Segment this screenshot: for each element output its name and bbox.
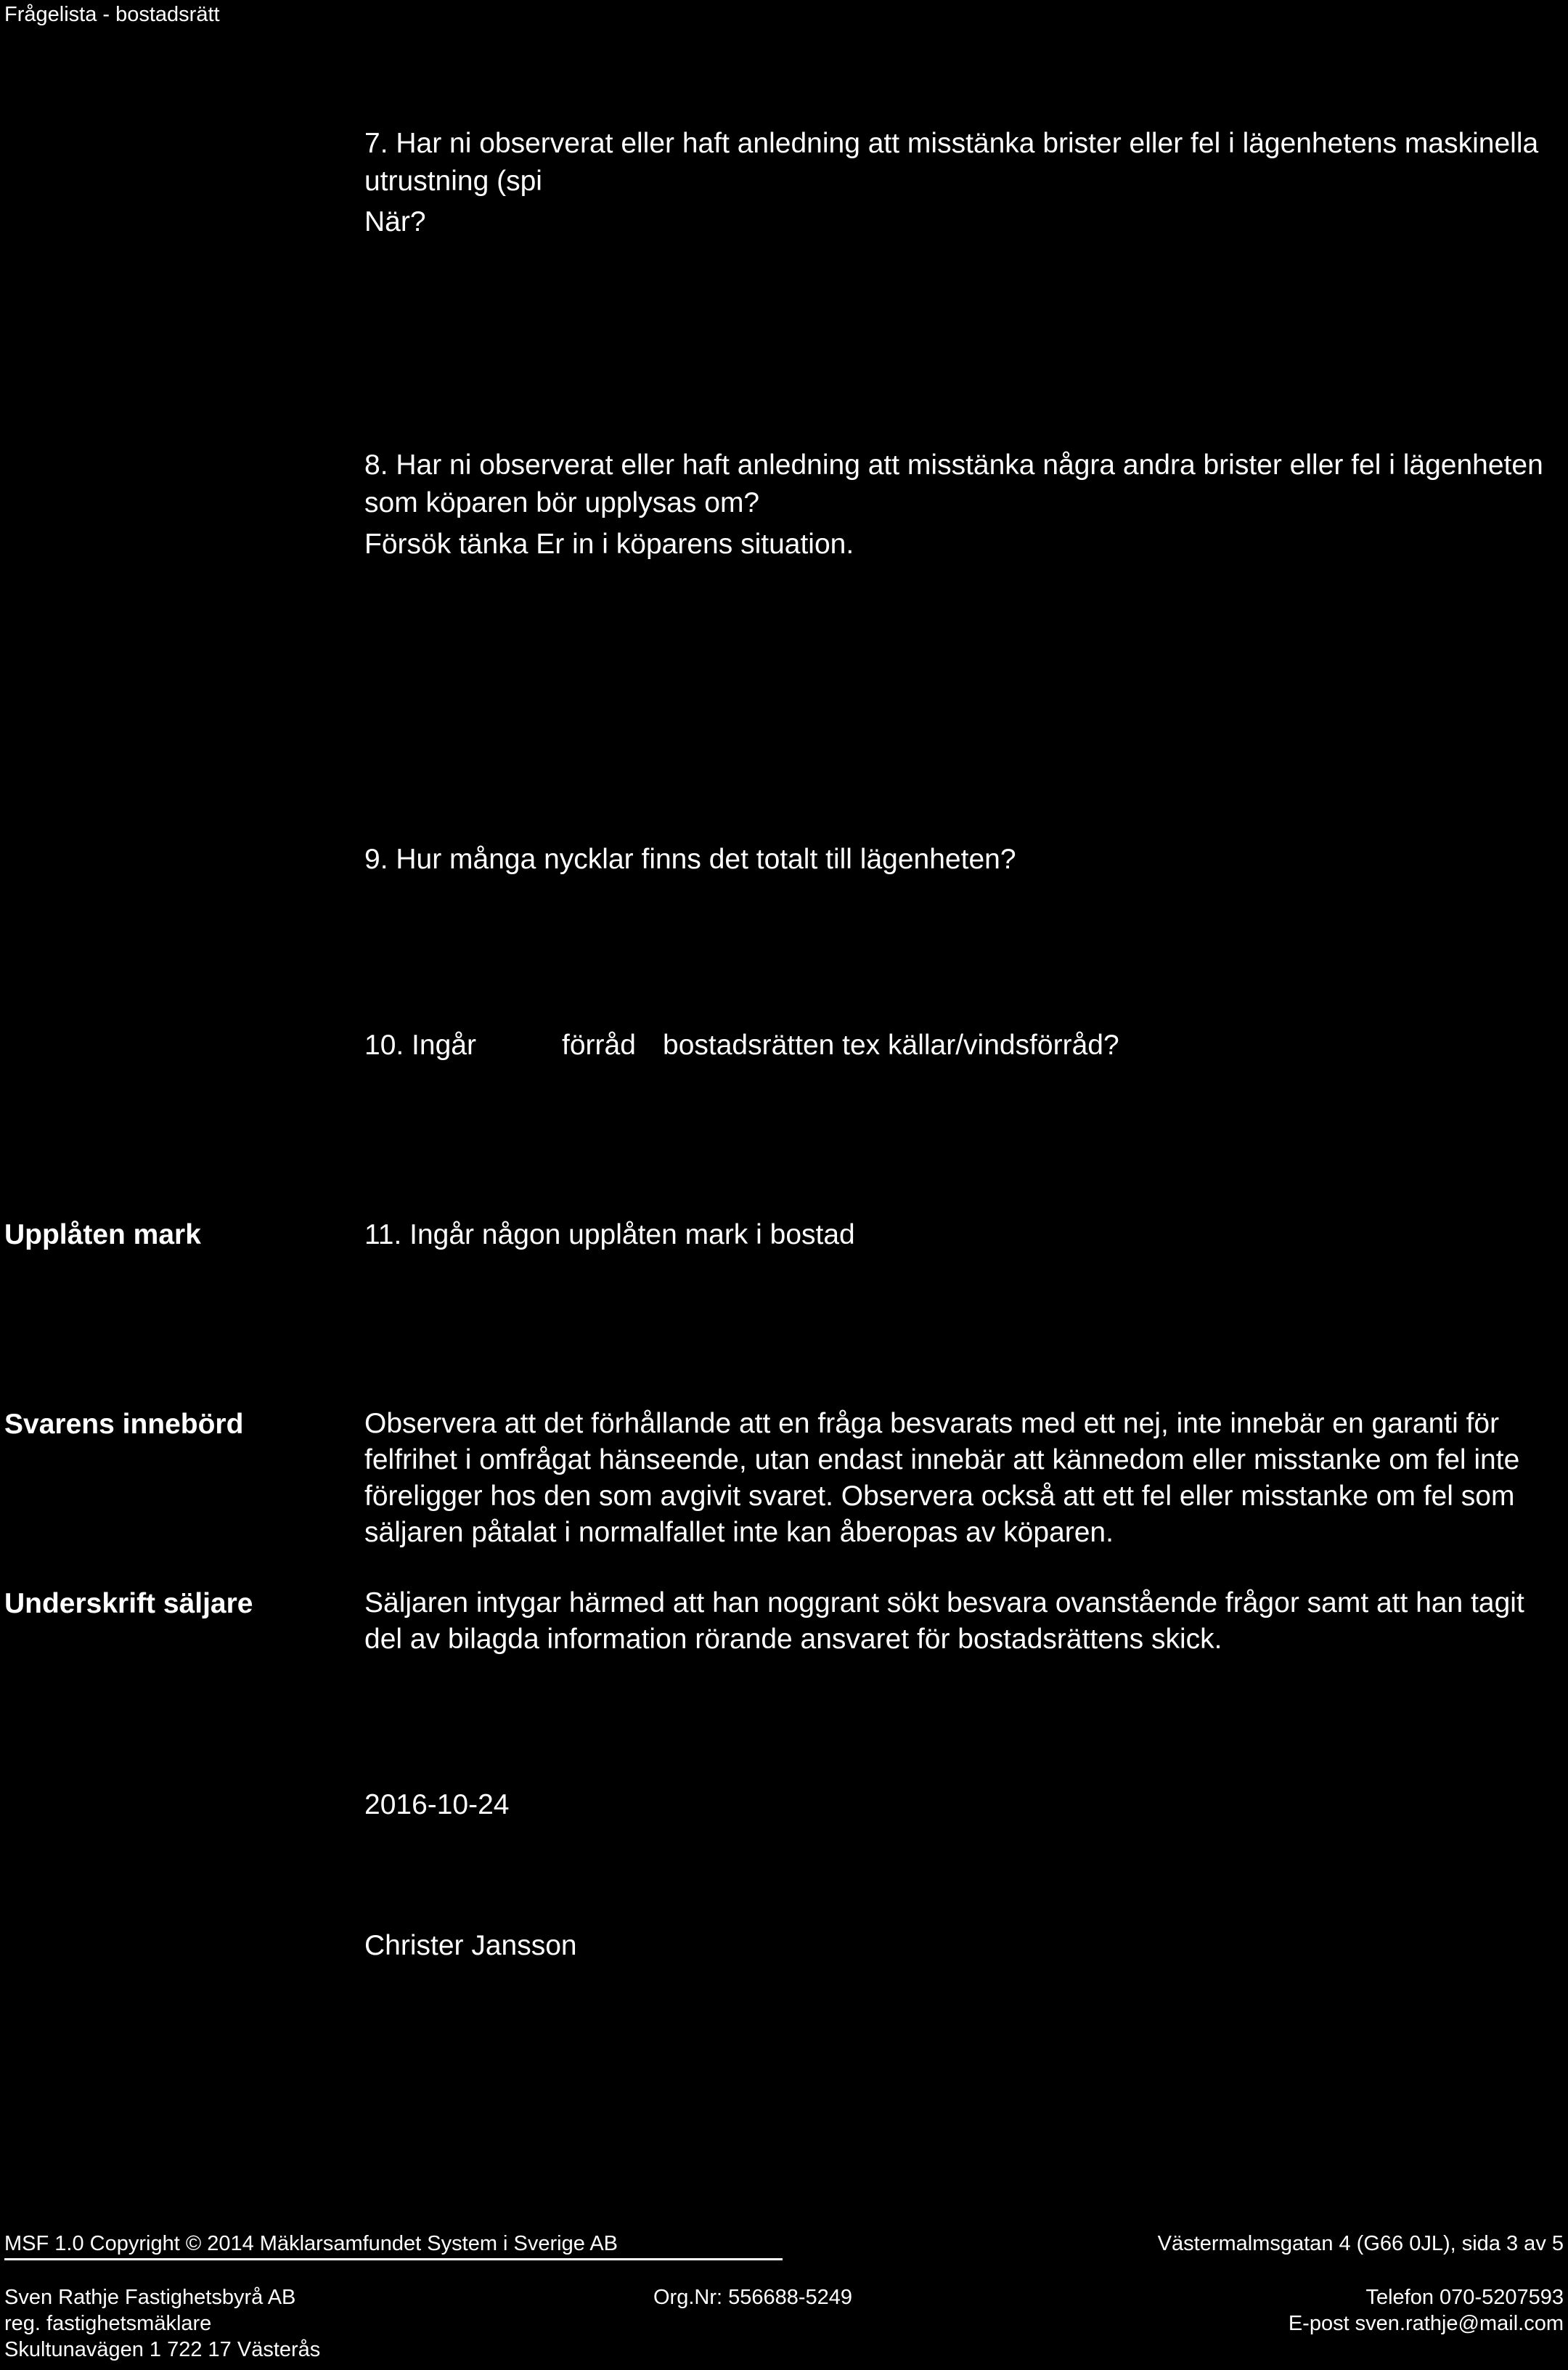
footer-agent-title: reg. fastighetsmäklare bbox=[4, 2312, 212, 2335]
signature-date: 2016-10-24 bbox=[364, 1789, 510, 1820]
footer-phone: Telefon 070-5207593 bbox=[1365, 2286, 1564, 2309]
question-8-note: Försök tänka Er in i köparens situation. bbox=[364, 529, 854, 560]
question-8-text: 8. Har ni observerat eller haft anledning att misstänka några andra brister eller fel i lägenheten som köparen bör upplysas om? bbox=[364, 449, 1543, 518]
underskrift-saljare-text: Säljaren intygar härmed att han noggrant sökt besvara ovanstående frågor samt att han tagit del av bilagda information rörande ansvaret för bostadsrättens skick. bbox=[364, 1587, 1524, 1655]
footer-copyright: MSF 1.0 Copyright © 2014 Mäklarsamfundet System i Sverige AB bbox=[4, 2232, 618, 2255]
footer-street: Skultunavägen 1 722 17 Västerås bbox=[4, 2338, 321, 2361]
question-9-text: 9. Hur många nycklar finns det totalt till lägenheten? bbox=[364, 844, 1016, 875]
question-10-part-1: 10. Ingår bbox=[364, 1030, 476, 1061]
question-10-part-3: bostadsrätten tex källar/vindsförråd? bbox=[663, 1030, 1119, 1061]
question-10-part-2: förråd bbox=[562, 1030, 636, 1061]
question-11-text: 11. Ingår någon upplåten mark i bostad bbox=[364, 1219, 855, 1250]
footer-address-page: Västermalmsgatan 4 (G66 0JL), sida 3 av 5 bbox=[1157, 2232, 1564, 2255]
signature-name: Christer Jansson bbox=[364, 1930, 577, 1961]
footer-email: E-post sven.rathje@mail.com bbox=[1288, 2312, 1564, 2335]
section-heading-svarens-innebord: Svarens innebörd bbox=[4, 1409, 244, 1440]
footer-company: Sven Rathje Fastighetsbyrå AB bbox=[4, 2286, 296, 2309]
question-7-text: 7. Har ni observerat eller haft anledning att misstänka brister eller fel i lägenhetens maskinella utrustning (spi bbox=[364, 128, 1539, 197]
svarens-innebord-text: Observera att det förhållande att en fråga besvarats med ett nej, inte innebär en garanti för felfrihet i omfrågat hänseende, utan endast innebär att kännedom eller misstanke om fel inte föreligger hos den som avgivit svaret. Observera också att ett fel eller misstanke om fel som säljaren påtalat i normalfallet inte kan åberopas av köparen. bbox=[364, 1408, 1520, 1548]
footer-divider bbox=[4, 2258, 783, 2260]
question-7-note: När? bbox=[364, 206, 426, 237]
section-heading-underskrift-saljare: Underskrift säljare bbox=[4, 1588, 253, 1619]
section-heading-upplaten-mark: Upplåten mark bbox=[4, 1219, 201, 1250]
page-header-title: Frågelista - bostadsrätt bbox=[4, 3, 220, 26]
footer-org-nr: Org.Nr: 556688-5249 bbox=[653, 2286, 853, 2309]
